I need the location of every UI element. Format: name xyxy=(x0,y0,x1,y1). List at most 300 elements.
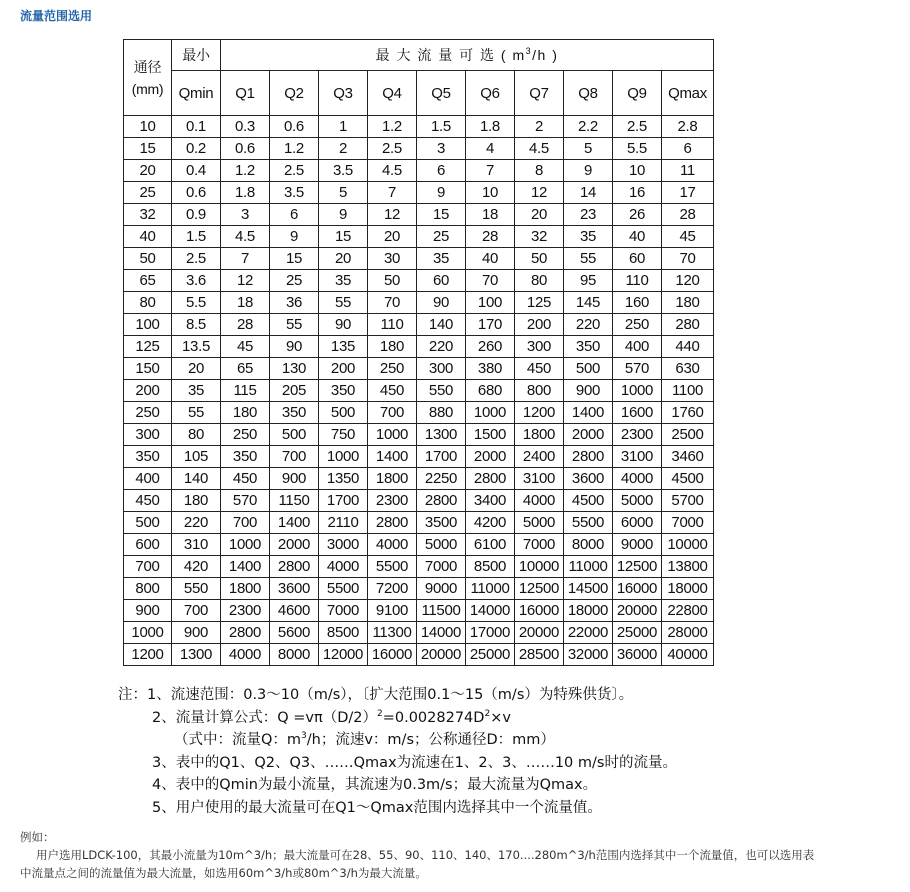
flow-cell: 310 xyxy=(172,534,221,556)
header-col-q5: Q5 xyxy=(417,71,466,116)
flow-cell: 9000 xyxy=(613,534,662,556)
flow-cell: 12 xyxy=(221,270,270,292)
flow-cell: 5500 xyxy=(368,556,417,578)
table-row xyxy=(124,578,714,600)
flow-cell: 1600 xyxy=(613,402,662,424)
flow-cell: 2000 xyxy=(466,446,515,468)
flow-cell: 7000 xyxy=(662,512,714,534)
flow-cell: 125 xyxy=(515,292,564,314)
flow-cell: 1000 xyxy=(319,446,368,468)
flow-cell: 1.8 xyxy=(221,182,270,204)
flow-cell: 80 xyxy=(515,270,564,292)
flow-cell: 16000 xyxy=(368,644,417,666)
flow-cell: 220 xyxy=(564,314,613,336)
flow-cell: 16 xyxy=(613,182,662,204)
flow-cell: 180 xyxy=(662,292,714,314)
flow-cell: 9 xyxy=(564,160,613,182)
flow-cell: 12000 xyxy=(319,644,368,666)
flow-cell: 3500 xyxy=(417,512,466,534)
header-diameter-text: 通径 (mm) xyxy=(131,58,164,97)
flow-cell: 22800 xyxy=(662,600,714,622)
flow-cell: 3.6 xyxy=(172,270,221,292)
flow-cell: 20000 xyxy=(613,600,662,622)
flow-cell: 50 xyxy=(515,248,564,270)
table-row xyxy=(124,204,714,226)
diameter-cell: 50 xyxy=(124,248,172,270)
table-row xyxy=(124,270,714,292)
flow-cell: 32 xyxy=(515,226,564,248)
diameter-cell: 400 xyxy=(124,468,172,490)
example-block xyxy=(20,828,814,882)
flow-cell: 1400 xyxy=(221,556,270,578)
flow-cell: 300 xyxy=(417,358,466,380)
flow-cell: 9 xyxy=(319,204,368,226)
flow-cell: 8000 xyxy=(564,534,613,556)
flow-cell: 135 xyxy=(319,336,368,358)
flow-cell: 90 xyxy=(417,292,466,314)
flow-cell: 1.2 xyxy=(270,138,319,160)
flow-cell: 15 xyxy=(417,204,466,226)
flow-cell: 700 xyxy=(270,446,319,468)
flow-cell: 350 xyxy=(270,402,319,424)
flow-cell: 4.5 xyxy=(221,226,270,248)
flow-cell: 14 xyxy=(564,182,613,204)
diameter-cell: 250 xyxy=(124,402,172,424)
flow-cell: 1.8 xyxy=(466,116,515,138)
header-max-flow: 最 大 流 量 可 选 ( $m^3/h$ ) xyxy=(221,40,714,71)
flow-range-table xyxy=(123,39,714,666)
flow-cell: 9100 xyxy=(368,600,417,622)
flow-cell: 7000 xyxy=(417,556,466,578)
flow-cell: 2.8 xyxy=(662,116,714,138)
flow-cell: 4000 xyxy=(368,534,417,556)
flow-cell: 10000 xyxy=(515,556,564,578)
flow-cell: 1350 xyxy=(319,468,368,490)
flow-cell: 28500 xyxy=(515,644,564,666)
flow-cell: 36000 xyxy=(613,644,662,666)
flow-cell: 9 xyxy=(417,182,466,204)
flow-cell: 0.6 xyxy=(221,138,270,160)
flow-cell: 1700 xyxy=(417,446,466,468)
flow-cell: 6000 xyxy=(613,512,662,534)
flow-cell: 700 xyxy=(172,600,221,622)
flow-cell: 4000 xyxy=(613,468,662,490)
flow-cell: 13.5 xyxy=(172,336,221,358)
flow-cell: 1000 xyxy=(613,380,662,402)
flow-cell: 1800 xyxy=(221,578,270,600)
flow-cell: 2.5 xyxy=(613,116,662,138)
flow-cell: 3600 xyxy=(564,468,613,490)
flow-cell: 1200 xyxy=(515,402,564,424)
flow-cell: 5000 xyxy=(515,512,564,534)
flow-cell: 570 xyxy=(613,358,662,380)
flow-cell: 10000 xyxy=(662,534,714,556)
flow-cell: 1.5 xyxy=(417,116,466,138)
flow-cell: 25 xyxy=(270,270,319,292)
flow-cell: 55 xyxy=(564,248,613,270)
flow-cell: 350 xyxy=(564,336,613,358)
table-row xyxy=(124,160,714,182)
flow-cell: 25000 xyxy=(613,622,662,644)
flow-cell: 570 xyxy=(221,490,270,512)
flow-cell: 5500 xyxy=(319,578,368,600)
flow-cell: 4500 xyxy=(662,468,714,490)
flow-cell: 4600 xyxy=(270,600,319,622)
flow-cell: 2300 xyxy=(613,424,662,446)
diameter-cell: 350 xyxy=(124,446,172,468)
flow-cell: 20000 xyxy=(515,622,564,644)
flow-cell: 65 xyxy=(221,358,270,380)
flow-cell: 750 xyxy=(319,424,368,446)
flow-cell: 2000 xyxy=(270,534,319,556)
header-col-q6: Q6 xyxy=(466,71,515,116)
flow-cell: 0.9 xyxy=(172,204,221,226)
flow-cell: 26 xyxy=(613,204,662,226)
table-row xyxy=(124,314,714,336)
header-col-q1: Q1 xyxy=(221,71,270,116)
flow-cell: 880 xyxy=(417,402,466,424)
flow-cell: 2800 xyxy=(221,622,270,644)
flow-cell: 30 xyxy=(368,248,417,270)
flow-cell: 55 xyxy=(172,402,221,424)
flow-cell: 28 xyxy=(466,226,515,248)
flow-cell: 2800 xyxy=(270,556,319,578)
flow-cell: 1400 xyxy=(564,402,613,424)
flow-cell: 8.5 xyxy=(172,314,221,336)
flow-cell: 11 xyxy=(662,160,714,182)
flow-cell: 2.2 xyxy=(564,116,613,138)
flow-cell: 3000 xyxy=(319,534,368,556)
header-col-q3: Q3 xyxy=(319,71,368,116)
flow-cell: 12500 xyxy=(515,578,564,600)
header-col-q9: Q9 xyxy=(613,71,662,116)
table-row xyxy=(124,512,714,534)
flow-cell: 1.5 xyxy=(172,226,221,248)
header-min-bottom: Qmin xyxy=(172,71,221,116)
flow-cell: 7 xyxy=(368,182,417,204)
flow-cell: 900 xyxy=(564,380,613,402)
table-row xyxy=(124,644,714,666)
flow-cell: 110 xyxy=(368,314,417,336)
flow-cell: 9000 xyxy=(417,578,466,600)
header-col-q4: Q4 xyxy=(368,71,417,116)
table-row xyxy=(124,424,714,446)
flow-cell: 900 xyxy=(270,468,319,490)
flow-cell: 45 xyxy=(662,226,714,248)
flow-cell: 95 xyxy=(564,270,613,292)
flow-cell: 2800 xyxy=(417,490,466,512)
flow-cell: 55 xyxy=(270,314,319,336)
header-col-qmax: Qmax xyxy=(662,71,714,116)
table-row xyxy=(124,226,714,248)
flow-cell: 4000 xyxy=(221,644,270,666)
note-line-6: 5、用户使用的最大流量可在Q1～Qmax范围内选择其中一个流量值。 xyxy=(152,799,602,816)
flow-cell: 1300 xyxy=(417,424,466,446)
flow-cell: 8000 xyxy=(270,644,319,666)
diameter-cell: 15 xyxy=(124,138,172,160)
flow-cell: 260 xyxy=(466,336,515,358)
flow-cell: 13800 xyxy=(662,556,714,578)
flow-cell: 500 xyxy=(270,424,319,446)
flow-cell: 100 xyxy=(466,292,515,314)
flow-cell: 80 xyxy=(172,424,221,446)
flow-cell: 220 xyxy=(172,512,221,534)
flow-cell: 2300 xyxy=(368,490,417,512)
flow-cell: 1400 xyxy=(368,446,417,468)
flow-cell: 45 xyxy=(221,336,270,358)
flow-cell: 7 xyxy=(221,248,270,270)
flow-cell: 70 xyxy=(466,270,515,292)
diameter-cell: 200 xyxy=(124,380,172,402)
diameter-cell: 80 xyxy=(124,292,172,314)
flow-cell: 1700 xyxy=(319,490,368,512)
flow-cell: 2250 xyxy=(417,468,466,490)
flow-cell: 2110 xyxy=(319,512,368,534)
notes-block xyxy=(118,684,677,819)
diameter-cell: 32 xyxy=(124,204,172,226)
table-row xyxy=(124,182,714,204)
flow-cell: 11300 xyxy=(368,622,417,644)
flow-cell: 1400 xyxy=(270,512,319,534)
flow-cell: 0.6 xyxy=(172,182,221,204)
flow-cell: 4200 xyxy=(466,512,515,534)
flow-cell: 15 xyxy=(270,248,319,270)
flow-cell: 1500 xyxy=(466,424,515,446)
diameter-cell: 700 xyxy=(124,556,172,578)
flow-cell: 28 xyxy=(221,314,270,336)
example-line-1: 用户选用LDCK-100，其最小流量为10m^3/h；最大流量可在28、55、90、110、140、170....280m^3/h范围内选择其中一个流量值，也可以选用表 xyxy=(36,848,815,862)
flow-cell: 6100 xyxy=(466,534,515,556)
flow-cell: 160 xyxy=(613,292,662,314)
diameter-cell: 20 xyxy=(124,160,172,182)
table-row xyxy=(124,292,714,314)
flow-cell: 180 xyxy=(368,336,417,358)
flow-cell: 1760 xyxy=(662,402,714,424)
table-row xyxy=(124,336,714,358)
flow-cell: 2 xyxy=(515,116,564,138)
table-row xyxy=(124,490,714,512)
flow-cell: 3 xyxy=(417,138,466,160)
flow-cell: 400 xyxy=(613,336,662,358)
flow-cell: 250 xyxy=(368,358,417,380)
flow-cell: 12500 xyxy=(613,556,662,578)
flow-cell: 250 xyxy=(221,424,270,446)
header-col-q7: Q7 xyxy=(515,71,564,116)
table-row xyxy=(124,402,714,424)
flow-cell: 450 xyxy=(221,468,270,490)
table-row xyxy=(124,116,714,138)
flow-cell: 110 xyxy=(613,270,662,292)
flow-cell: 10 xyxy=(613,160,662,182)
table-row xyxy=(124,600,714,622)
diameter-cell: 10 xyxy=(124,116,172,138)
flow-cell: 4500 xyxy=(564,490,613,512)
flow-cell: 4000 xyxy=(319,556,368,578)
diameter-cell: 450 xyxy=(124,490,172,512)
flow-cell: 550 xyxy=(172,578,221,600)
diameter-cell: 1000 xyxy=(124,622,172,644)
diameter-cell: 500 xyxy=(124,512,172,534)
diameter-cell: 40 xyxy=(124,226,172,248)
flow-cell: 22000 xyxy=(564,622,613,644)
flow-cell: 60 xyxy=(417,270,466,292)
flow-cell: 40 xyxy=(613,226,662,248)
flow-cell: 8 xyxy=(515,160,564,182)
flow-cell: 28000 xyxy=(662,622,714,644)
table-row xyxy=(124,446,714,468)
flow-cell: 3100 xyxy=(613,446,662,468)
flow-cell: 1100 xyxy=(662,380,714,402)
flow-cell: 11000 xyxy=(466,578,515,600)
header-col-q8: Q8 xyxy=(564,71,613,116)
note-line-5: 4、表中的Qmin为最小流量，其流速为0.3m/s；最大流量为Qmax。 xyxy=(152,777,598,793)
flow-cell: 15 xyxy=(319,226,368,248)
flow-cell: 3.5 xyxy=(270,182,319,204)
flow-cell: 20 xyxy=(368,226,417,248)
flow-cell: 12 xyxy=(368,204,417,226)
flow-cell: 145 xyxy=(564,292,613,314)
flow-cell: 70 xyxy=(368,292,417,314)
diameter-cell: 65 xyxy=(124,270,172,292)
flow-cell: 60 xyxy=(613,248,662,270)
flow-cell: 280 xyxy=(662,314,714,336)
flow-cell: 1.2 xyxy=(221,160,270,182)
flow-cell: 40000 xyxy=(662,644,714,666)
flow-cell: 2.5 xyxy=(270,160,319,182)
flow-cell: 3400 xyxy=(466,490,515,512)
flow-cell: 35 xyxy=(417,248,466,270)
flow-cell: 5500 xyxy=(564,512,613,534)
flow-cell: 200 xyxy=(319,358,368,380)
flow-cell: 205 xyxy=(270,380,319,402)
flow-cell: 23 xyxy=(564,204,613,226)
flow-cell: 1300 xyxy=(172,644,221,666)
flow-cell: 28 xyxy=(662,204,714,226)
diameter-cell: 600 xyxy=(124,534,172,556)
note-line-3: （式中：流量Q：$m^3/h$；流速v：m/s；公称通径D：mm） xyxy=(174,731,555,748)
flow-cell: 700 xyxy=(368,402,417,424)
flow-cell: 17000 xyxy=(466,622,515,644)
flow-cell: 220 xyxy=(417,336,466,358)
flow-cell: 18 xyxy=(221,292,270,314)
flow-cell: 800 xyxy=(515,380,564,402)
flow-cell: 25000 xyxy=(466,644,515,666)
diameter-cell: 25 xyxy=(124,182,172,204)
diameter-cell: 800 xyxy=(124,578,172,600)
table-row xyxy=(124,622,714,644)
flow-cell: 120 xyxy=(662,270,714,292)
flow-cell: 4000 xyxy=(515,490,564,512)
flow-cell: 11500 xyxy=(417,600,466,622)
flow-cell: 700 xyxy=(221,512,270,534)
example-label: 例如： xyxy=(20,830,55,844)
flow-cell: 40 xyxy=(466,248,515,270)
flow-cell: 130 xyxy=(270,358,319,380)
flow-cell: 32000 xyxy=(564,644,613,666)
flow-cell: 3 xyxy=(221,204,270,226)
flow-cell: 0.2 xyxy=(172,138,221,160)
flow-cell: 17 xyxy=(662,182,714,204)
flow-cell: 1000 xyxy=(368,424,417,446)
diameter-cell: 1200 xyxy=(124,644,172,666)
flow-cell: 18000 xyxy=(662,578,714,600)
flow-cell: 1 xyxy=(319,116,368,138)
flow-cell: 70 xyxy=(662,248,714,270)
flow-cell: 680 xyxy=(466,380,515,402)
header-min-top: 最小 xyxy=(172,40,221,71)
flow-cell: 4.5 xyxy=(515,138,564,160)
flow-cell: 20 xyxy=(515,204,564,226)
flow-cell: 20000 xyxy=(417,644,466,666)
example-line-2: 中流量点之间的流量值为最大流量，如选用60m^3/h或80m^3/h为最大流量。 xyxy=(20,866,427,880)
flow-cell: 8500 xyxy=(319,622,368,644)
flow-cell: 3460 xyxy=(662,446,714,468)
flow-cell: 55 xyxy=(319,292,368,314)
table-row xyxy=(124,468,714,490)
flow-cell: 5000 xyxy=(613,490,662,512)
flow-cell: 1150 xyxy=(270,490,319,512)
header-col-q2: Q2 xyxy=(270,71,319,116)
flow-cell: 3100 xyxy=(515,468,564,490)
flow-cell: 5600 xyxy=(270,622,319,644)
flow-cell: 6 xyxy=(270,204,319,226)
flow-cell: 2000 xyxy=(564,424,613,446)
flow-cell: 350 xyxy=(221,446,270,468)
flow-cell: 36 xyxy=(270,292,319,314)
flow-cell: 115 xyxy=(221,380,270,402)
diameter-cell: 150 xyxy=(124,358,172,380)
flow-cell: 8500 xyxy=(466,556,515,578)
table-row xyxy=(124,556,714,578)
flow-cell: 4 xyxy=(466,138,515,160)
flow-cell: 7000 xyxy=(319,600,368,622)
flow-cell: 380 xyxy=(466,358,515,380)
flow-cell: 3.5 xyxy=(319,160,368,182)
flow-cell: 2800 xyxy=(368,512,417,534)
note-line-4: 3、表中的Q1、Q2、Q3、……Qmax为流速在1、2、3、……10 m/s时的流量。 xyxy=(152,754,677,771)
flow-cell: 0.4 xyxy=(172,160,221,182)
diameter-cell: 125 xyxy=(124,336,172,358)
flow-cell: 350 xyxy=(319,380,368,402)
diameter-cell: 100 xyxy=(124,314,172,336)
flow-cell: 6 xyxy=(417,160,466,182)
flow-cell: 16000 xyxy=(613,578,662,600)
note-line-2: 2、流量计算公式：$Q =v\pi(D/2)^2=0.0028274D^2\times v$ xyxy=(152,708,511,726)
flow-cell: 2400 xyxy=(515,446,564,468)
flow-cell: 1800 xyxy=(515,424,564,446)
flow-cell: 140 xyxy=(417,314,466,336)
flow-cell: 180 xyxy=(221,402,270,424)
flow-cell: 35 xyxy=(172,380,221,402)
diameter-cell: 300 xyxy=(124,424,172,446)
flow-cell: 90 xyxy=(319,314,368,336)
flow-cell: 420 xyxy=(172,556,221,578)
flow-cell: 2.5 xyxy=(368,138,417,160)
table-row xyxy=(124,534,714,556)
flow-cell: 4.5 xyxy=(368,160,417,182)
flow-cell: 5.5 xyxy=(172,292,221,314)
note-line-1: 注：1、流速范围：0.3～10（m/s），〔扩大范围0.1～15（m/s）为特殊供货〕。 xyxy=(118,687,634,703)
flow-cell: 7000 xyxy=(515,534,564,556)
flow-cell: 1800 xyxy=(368,468,417,490)
flow-cell: 1.2 xyxy=(368,116,417,138)
flow-cell: 11000 xyxy=(564,556,613,578)
flow-cell: 0.6 xyxy=(270,116,319,138)
table-row xyxy=(124,358,714,380)
flow-cell: 14000 xyxy=(466,600,515,622)
flow-cell: 14500 xyxy=(564,578,613,600)
table-row xyxy=(124,138,714,160)
